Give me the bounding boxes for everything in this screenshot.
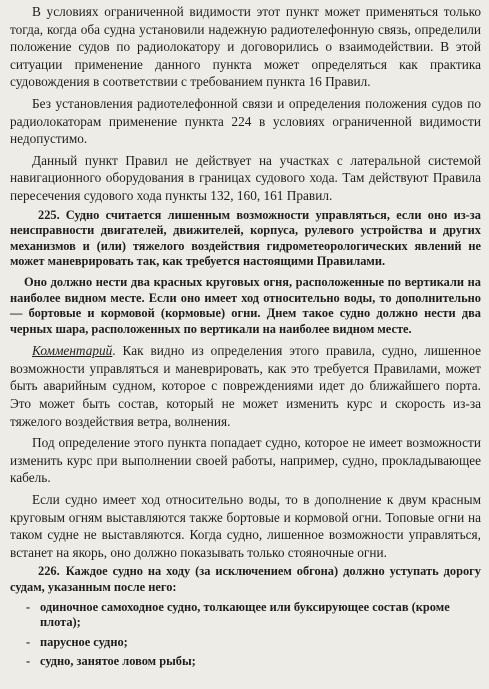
list-item-text: парусное судно; [40,634,128,649]
rule-226 [10,564,481,595]
list-item-text: одиночное самоходное судно, толкающее или буксирующее состав (кроме плота); [40,599,450,630]
list-item [10,654,481,670]
rule-225-sub-text: Оно должно нести два красных круговых огня, расположенные по вертикали на наиболее видном месте. Если оно имеет ход относительно воды, то дополнительно — бортовые и кормовой (кормовые) огни. Днем такое судно должно нести два черных шара, расположенных по вертикали на наиболее видном месте. [10,274,481,336]
rule-225-body: Судно считается лишенным возможности управляться, если оно из-за неисправности двигателей, движителей, корпуса, рулевого устройства и других механизмов и (или) тяжелого воздействия гидрометеорологических явлений не может маневрировать так, как требуется настоящими Правилами. [10,207,481,269]
intro-section [10,3,481,205]
commentary-section [10,342,481,561]
list-item [10,600,481,631]
commentary-lead: Комментарий [32,343,113,359]
rule-226-number: 226. [38,564,60,579]
commentary-paragraph-1 [10,342,481,430]
intro-paragraph-1: В условиях ограниченной видимости этот пункт может применяться только тогда, когда оба судна установили надежную радиотелефонную связь, определили положение судов по радиолокатору и договорились о взаимодействии. В этой ситуации применение данного пункта может определяться как практика судовождения в соответствии с требованием пункта 16 Правил. [10,4,481,90]
rule-226-body: Каждое судно на ходу (за исключением обгона) должно уступать дорогу судам, указанным после него: [10,564,481,594]
rule-225-sub [10,275,481,337]
rule-225-text [10,208,481,270]
dash-bullet: - [26,654,31,669]
list-item-text: судно, занятое ловом рыбы; [40,654,196,669]
commentary-paragraph-3: Если судно имеет ход относительно воды, то в дополнение к двум красным круговым огням выставляются также бортовые и кормовой огни. Топовые огни на таком судне не выставляются. Когда судно, лишенное возможности управляться, встанет на якорь, оно должно показывать только стояночные огни. [10,492,481,560]
rule-225 [10,208,481,270]
rule-225-number: 225. [38,207,60,222]
commentary-text: . Как видно из определения этого правила, судно, лишенное возможности управляться и маневрировать, как это требуется Правилами, может быть аварийным судном, которое с повреждениями идет до ближайшего порта. Это может быть состав, который не может изменить курс и скорость из-за тяжелого воздействия ветра, волнения. [10,343,481,429]
intro-paragraph-2: Без установления радиотелефонной связи и определения положения судов по радиолокаторам применение пункта 224 в условиях ограниченной видимости недопустимо. [10,95,481,147]
dash-bullet: - [26,634,31,649]
intro-paragraph-3: Данный пункт Правил не действует на участках с латеральной системой навигационного оборудования в границах судового хода. Там действуют Правила пересечения судового хода пункты 132, 160, 161 Правил. [10,152,481,203]
dash-bullet: - [26,599,31,614]
rule-226-text [10,564,481,595]
rule-226-list [10,600,481,670]
commentary-paragraph-2: Под определение этого пункта попадает судно, которое не имеет возможности изменить курс при выполнении своей работы, например, судно, прокладывающее кабель. [10,435,481,486]
list-item [10,635,481,651]
